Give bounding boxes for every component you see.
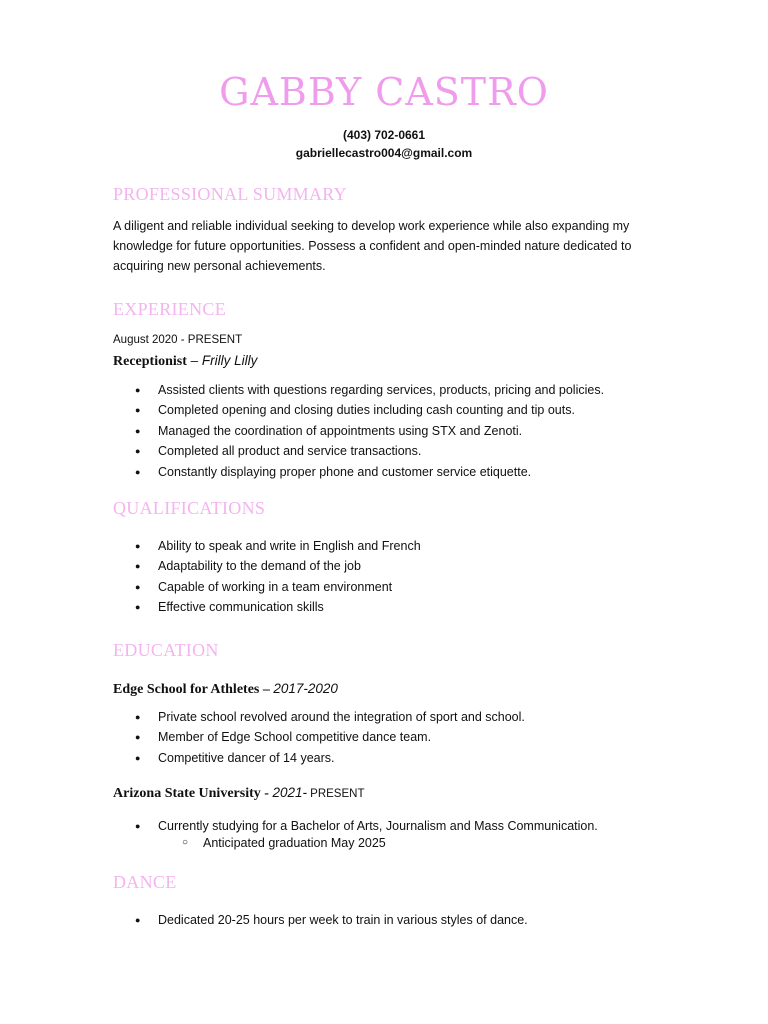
dance-heading: DANCE: [113, 872, 177, 892]
list-item: ● Completed all product and service transactions.: [113, 441, 604, 461]
summary-heading: PROFESSIONAL SUMMARY: [113, 184, 347, 204]
list-item: ● Member of Edge School competitive dance team.: [113, 727, 525, 747]
experience-heading: EXPERIENCE: [113, 299, 226, 319]
school-name: Edge School for Athletes: [113, 682, 260, 697]
education-heading: EDUCATION: [113, 640, 219, 660]
list-item: ● Competitive dancer of 14 years.: [113, 748, 525, 768]
summary-text: [113, 216, 653, 276]
qualifications-list: [113, 536, 421, 618]
experience-list: [113, 380, 604, 482]
list-item: ● Effective communication skills: [113, 597, 421, 617]
job-title: Receptionist: [113, 354, 187, 369]
school-years: 2017-2020: [273, 681, 338, 696]
list-item: ● Capable of working in a team environment: [113, 577, 421, 597]
school-present: PRESENT: [306, 788, 365, 800]
summary-line: acquiring new personal achievements.: [113, 259, 326, 273]
list-item: ● Dedicated 20-25 hours per week to train in various styles of dance.: [113, 910, 528, 930]
job-line: [113, 352, 257, 370]
summary-line: A diligent and reliable individual seeking to develop work experience while also expanding my: [113, 219, 630, 233]
email-address: gabriellecastro004@gmail.com: [295, 146, 473, 160]
job-separator: –: [186, 353, 202, 368]
list-item: ● Ability to speak and write in English and French: [113, 536, 421, 556]
job-dates: August 2020 - PRESENT: [113, 334, 243, 346]
school-name: Arizona State University: [113, 786, 261, 801]
list-item: ● Constantly displaying proper phone and customer service etiquette.: [113, 462, 604, 482]
school-years: 2021-: [272, 785, 307, 800]
dance-list: [113, 910, 528, 930]
list-item: ● Completed opening and closing duties including cash counting and tip outs.: [113, 400, 604, 420]
list-item: ● Private school revolved around the integration of sport and school.: [113, 707, 525, 727]
school-separator: -: [260, 786, 273, 801]
sub-list-item: ○ Anticipated graduation May 2025: [158, 836, 386, 850]
summary-line: knowledge for future opportunities. Possess a confident and open-minded nature dedicated to: [113, 239, 632, 253]
list-item: ● Assisted clients with questions regarding services, products, pricing and policies.: [113, 380, 604, 400]
list-item: ● Managed the coordination of appointments using STX and Zenoti.: [113, 421, 604, 441]
qualifications-heading: QUALIFICATIONS: [113, 498, 266, 518]
school2-list: [113, 816, 598, 836]
list-item: ● Adaptability to the demand of the job: [113, 556, 421, 576]
school-separator: –: [259, 682, 274, 697]
job-employer: Frilly Lilly: [201, 353, 258, 368]
list-item: ● Currently studying for a Bachelor of Arts, Journalism and Mass Communication.: [113, 816, 598, 836]
school-line: [113, 784, 364, 802]
candidate-name: GABBY CASTRO: [219, 70, 549, 114]
phone-number: (403) 702-0661: [342, 128, 426, 142]
school1-list: [113, 707, 525, 768]
school-line: [113, 680, 338, 698]
